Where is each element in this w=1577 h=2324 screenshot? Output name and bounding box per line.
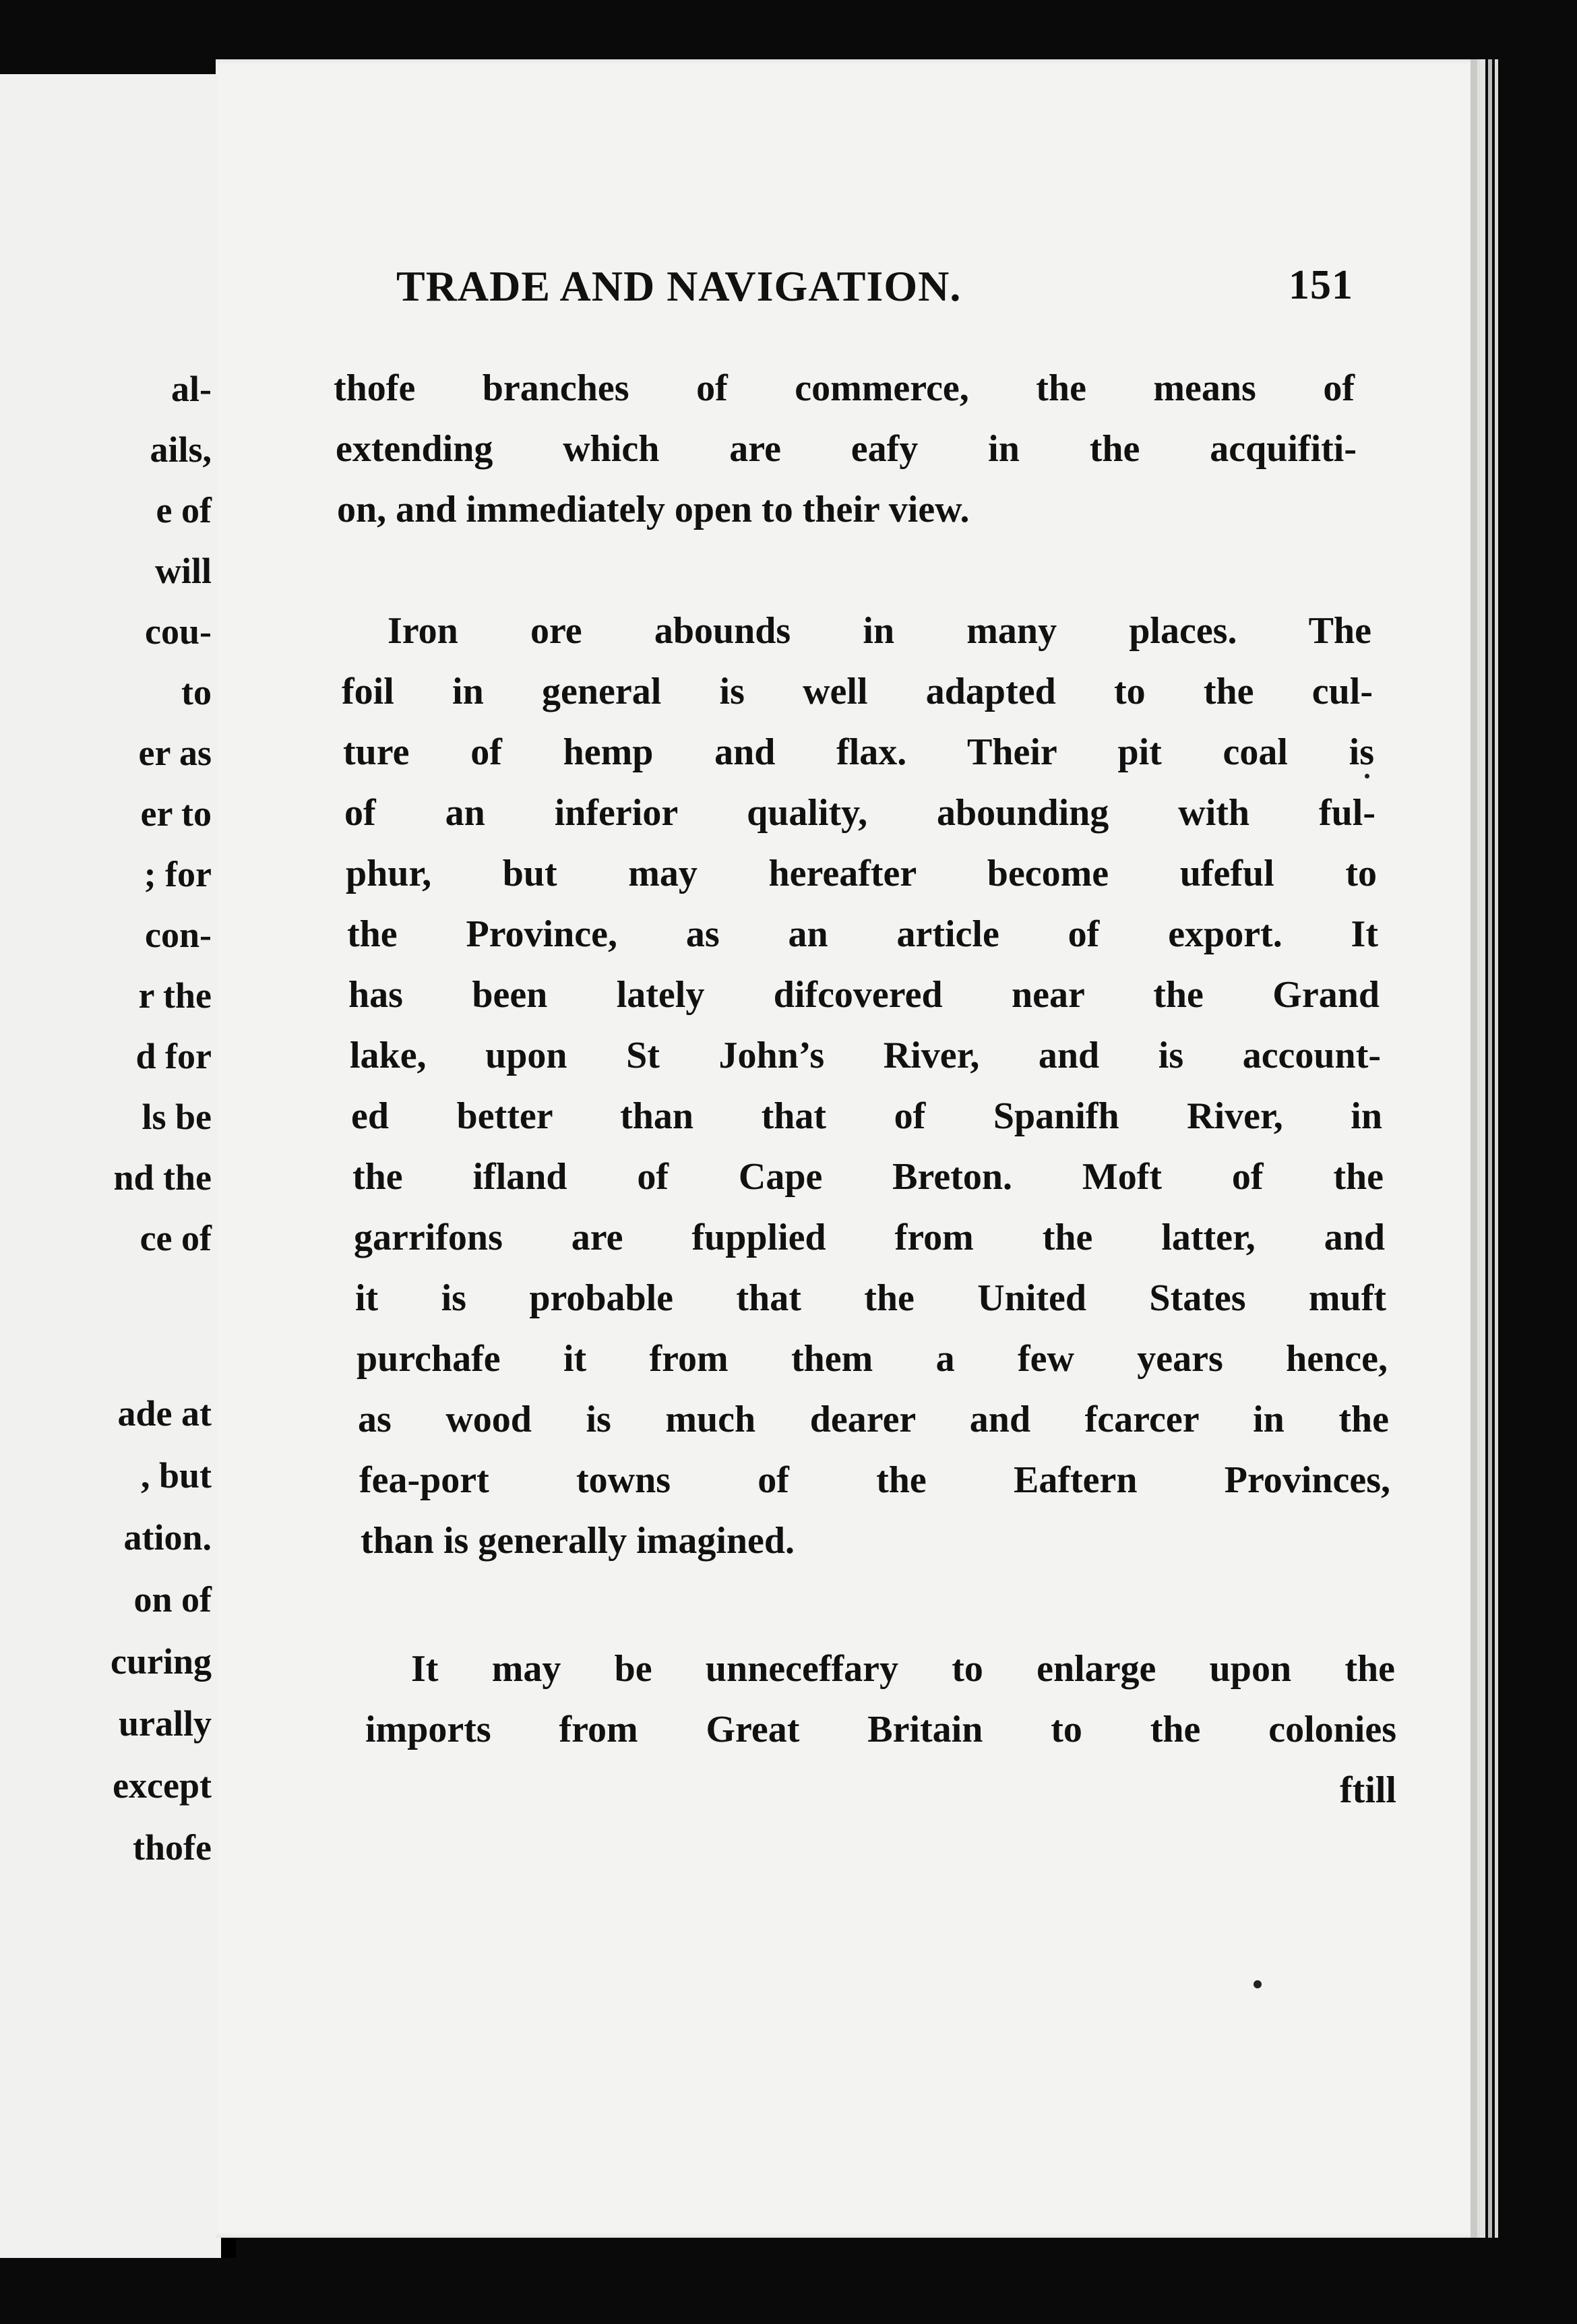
left-fragment: al- <box>171 369 212 409</box>
text-line: ed better than that of Spanifh River, in <box>351 1095 1382 1137</box>
text-line: on, and immediately open to their view. <box>337 489 970 530</box>
left-fragment: er to <box>140 793 212 834</box>
page-edge <box>1471 59 1477 2238</box>
text-line: imports from Great Britain to the colonies <box>365 1709 1396 1750</box>
ink-speck <box>1254 1980 1262 1988</box>
left-fragment: thofe <box>133 1827 212 1868</box>
text-line: has been lately difcovered near the Grand <box>348 974 1380 1016</box>
running-title: TRADE AND NAVIGATION. <box>396 262 962 310</box>
text-line: the ifland of Cape Breton. Moft of the <box>352 1156 1384 1198</box>
text-line: as wood is much dearer and fcarcer in the <box>358 1399 1389 1440</box>
text-line: the Province, as an article of export. It <box>347 913 1378 955</box>
page-edge <box>1488 59 1492 2238</box>
left-fragment: curing <box>110 1641 212 1682</box>
left-fragment: ails, <box>150 429 212 470</box>
text-line: lake, upon St John’s River, and is account- <box>350 1035 1381 1076</box>
left-fragment: ls be <box>142 1097 212 1137</box>
left-fragment: cou- <box>145 611 212 652</box>
left-fragment: to <box>181 672 212 712</box>
left-fragment: er as <box>138 733 212 773</box>
text-line: It may be unneceffary to enlarge upon the <box>411 1648 1395 1690</box>
left-fragment: d for <box>135 1036 212 1076</box>
left-fragment: ade at <box>117 1393 212 1434</box>
left-fragment: e of <box>156 490 212 530</box>
left-fragment: con- <box>145 915 212 955</box>
left-fragment: except <box>113 1765 212 1806</box>
left-fragment: ce of <box>140 1218 212 1258</box>
text-line: ture of hemp and flax. Their pit coal is <box>343 731 1374 773</box>
text-line: purchafe it from them a few years hence, <box>357 1338 1388 1380</box>
left-fragment: ation. <box>123 1517 212 1558</box>
left-fragment: will <box>154 551 212 591</box>
text-line: extending which are eafy in the acquifiti- <box>336 428 1357 470</box>
running-header <box>396 262 1353 322</box>
page-edge <box>1495 59 1498 2238</box>
text-line: Iron ore abounds in many places. The <box>388 610 1371 652</box>
text-line: thofe branches of commerce, the means of <box>334 367 1355 409</box>
left-fragment: ; for <box>144 854 212 894</box>
page-number: 151 <box>1289 262 1353 308</box>
text-line: fea-port towns of the Eaftern Provinces, <box>359 1459 1390 1501</box>
left-fragment: on of <box>133 1579 212 1620</box>
left-fragment: , but <box>140 1455 212 1496</box>
catchword: ftill <box>1340 1769 1396 1811</box>
book-page <box>216 59 1481 2238</box>
text-line: of an inferior quality, abounding with ful- <box>344 792 1375 834</box>
left-page-strip <box>0 74 221 2258</box>
text-line: than is generally imagined. <box>361 1520 795 1562</box>
text-line: garrifons are fupplied from the latter, and <box>354 1217 1385 1258</box>
text-line: foil in general is well adapted to the cul- <box>342 671 1373 712</box>
left-fragment: nd the <box>113 1157 212 1198</box>
left-fragment: urally <box>118 1703 212 1744</box>
text-line: phur, but may hereafter become ufeful to <box>346 853 1377 894</box>
page-edge <box>1480 59 1485 2238</box>
left-fragment: r the <box>138 975 212 1016</box>
text-line: it is probable that the United States muft <box>355 1277 1386 1319</box>
ink-speck <box>1365 774 1369 778</box>
